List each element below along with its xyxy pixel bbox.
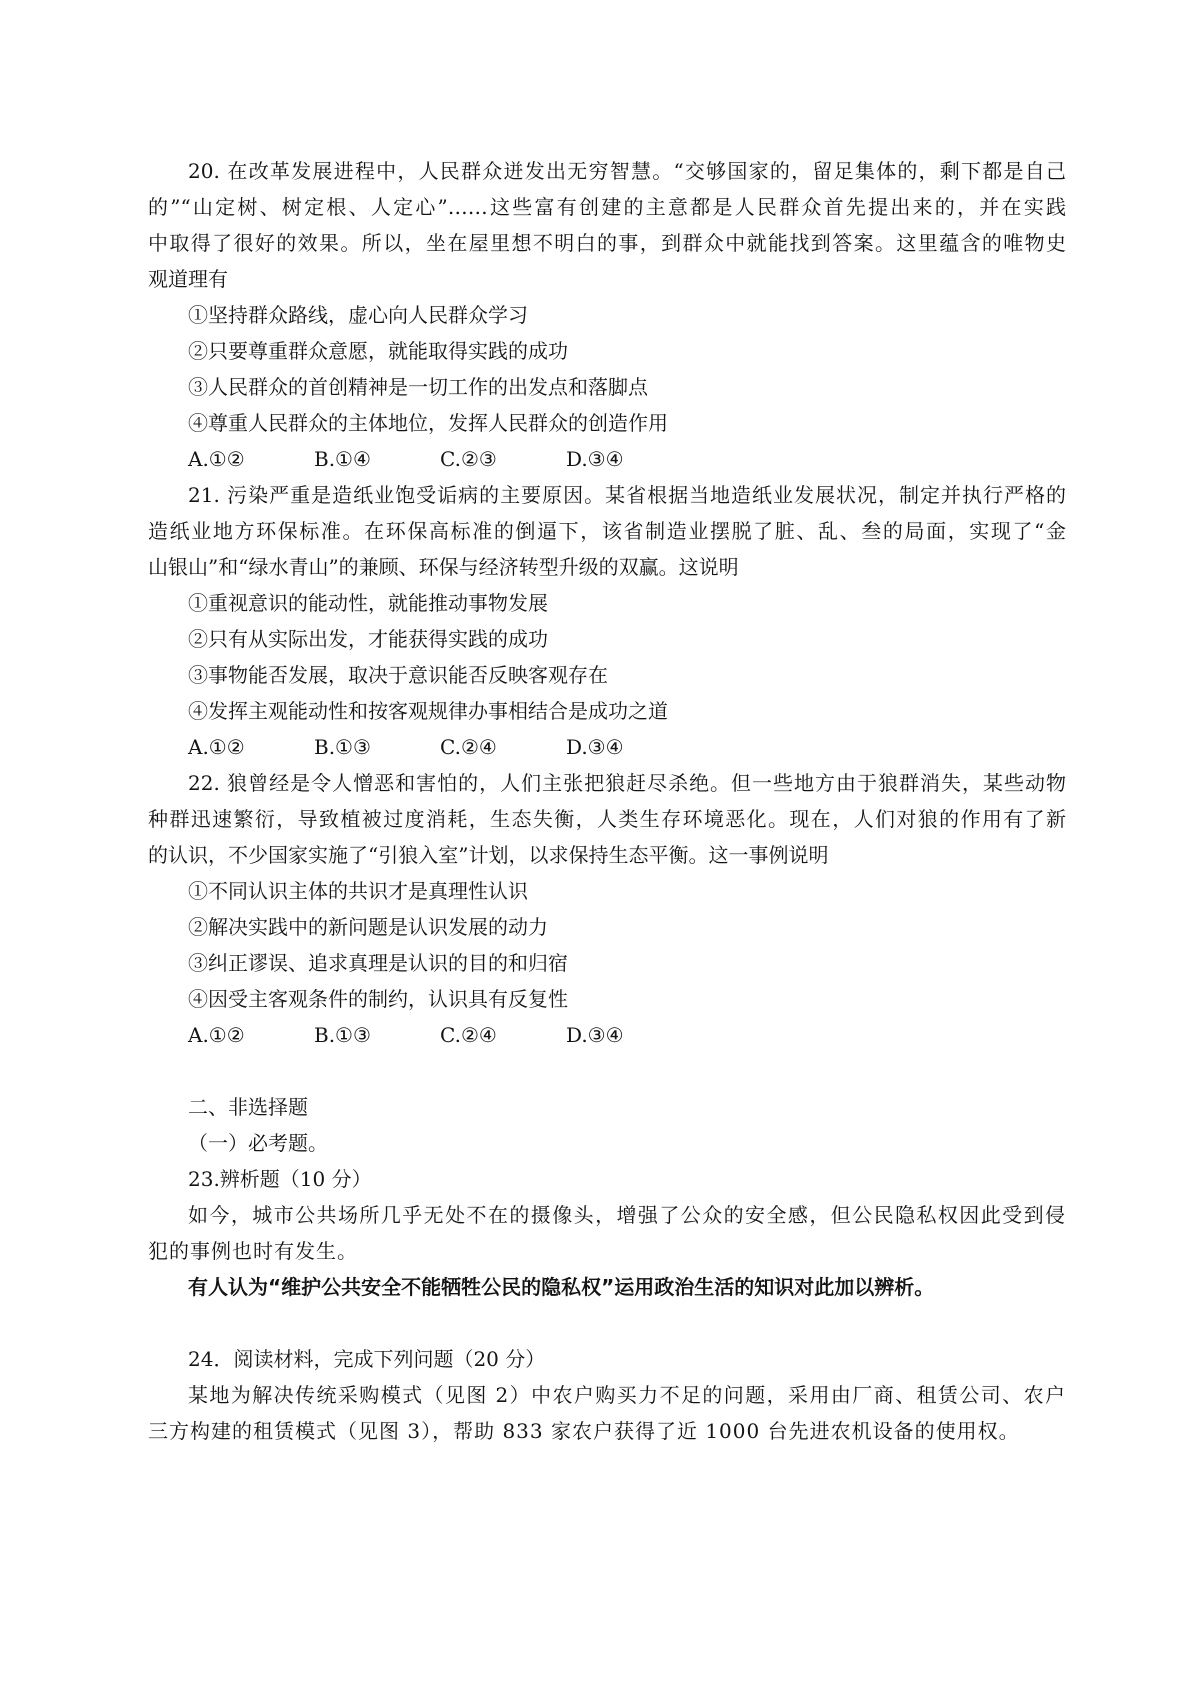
question-20-item-2: ②只要尊重群众意愿，就能取得实践的成功 <box>188 339 568 363</box>
question-20-stem-line-3: 中取得了很好的效果。所以，坐在屋里想不明白的事，到群众中就能找到答案。这里蕴含的唯物史 <box>148 231 1066 255</box>
question-22-stem-line-3: 的认识，不少国家实施了“引狼入室”计划，以求保持生态平衡。这一事例说明 <box>148 843 829 867</box>
question-24-material-line-1: 某地为解决传统采购模式（见图 2）中农户购买力不足的问题，采用由厂商、租赁公司、农户 <box>188 1383 1066 1407</box>
question-23-material-line-1: 如今，城市公共场所几乎无处不在的摄像头，增强了公众的安全感，但公民隐私权因此受到侵 <box>188 1203 1066 1227</box>
question-21 <box>148 477 1066 765</box>
question-20-options <box>148 441 1066 477</box>
option-d: D.③④ <box>566 735 624 759</box>
question-21-stem-line-3: 山银山”和“绿水青山”的兼顾、环保与经济转型升级的双赢。这说明 <box>148 555 739 579</box>
question-20-item-1: ①坚持群众路线，虚心向人民群众学习 <box>188 303 528 327</box>
option-c: C.②③ <box>440 447 497 471</box>
option-a: A.①② <box>188 1023 245 1047</box>
question-22-options <box>148 1017 1066 1053</box>
question-22 <box>148 765 1066 1053</box>
question-22-stem-line-1: 22. 狼曾经是令人憎恶和害怕的，人们主张把狼赶尽杀绝。但一些地方由于狼群消失，某些动物 <box>188 771 1066 795</box>
option-b: B.①④ <box>314 447 371 471</box>
question-24-material-line-2: 三方构建的租赁模式（见图 3），帮助 833 家农户获得了近 1000 台先进农机设备的使用权。 <box>148 1419 1020 1443</box>
question-20 <box>148 153 1066 477</box>
question-23-material-line-2: 犯的事例也时有发生。 <box>148 1239 358 1263</box>
section-subtitle: （一）必考题。 <box>188 1131 328 1155</box>
question-22-item-1: ①不同认识主体的共识才是真理性认识 <box>188 879 528 903</box>
question-22-item-2: ②解决实践中的新问题是认识发展的动力 <box>188 915 548 939</box>
option-d: D.③④ <box>566 1023 624 1047</box>
question-20-item-4: ④尊重人民群众的主体地位，发挥人民群众的创造作用 <box>188 411 668 435</box>
page-content <box>148 153 1066 1449</box>
question-21-stem-line-1: 21. 污染严重是造纸业饱受诟病的主要原因。某省根据当地造纸业发展状况，制定并执行严格的 <box>188 483 1066 507</box>
question-21-item-2: ②只有从实际出发，才能获得实践的成功 <box>188 627 548 651</box>
question-20-stem-line-4: 观道理有 <box>148 267 228 291</box>
question-22-stem-line-2: 种群迅速繁衍，导致植被过度消耗，生态失衡，人类生存环境恶化。现在，人们对狼的作用有了新 <box>148 807 1066 831</box>
question-22-item-4: ④因受主客观条件的制约，认识具有反复性 <box>188 987 568 1011</box>
question-21-stem-line-2: 造纸业地方环保标准。在环保高标准的倒逼下，该省制造业摆脱了脏、乱、叁的局面，实现了“金 <box>148 519 1066 543</box>
question-24-heading: 24．阅读材料，完成下列问题（20 分） <box>188 1347 546 1371</box>
section-title: 二、非选择题 <box>188 1095 308 1119</box>
question-23-heading: 23.辨析题（10 分） <box>188 1167 372 1191</box>
question-21-item-3: ③事物能否发展，取决于意识能否反映客观存在 <box>188 663 608 687</box>
option-d: D.③④ <box>566 447 624 471</box>
option-a: A.①② <box>188 735 245 759</box>
question-22-item-3: ③纠正谬误、追求真理是认识的目的和归宿 <box>188 951 568 975</box>
question-20-item-3: ③人民群众的首创精神是一切工作的出发点和落脚点 <box>188 375 648 399</box>
question-23-task: 有人认为“维护公共安全不能牺牲公民的隐私权”运用政治生活的知识对此加以辨析。 <box>188 1275 935 1299</box>
spacer <box>148 1053 1066 1089</box>
question-21-options <box>148 729 1066 765</box>
question-23 <box>148 1161 1066 1305</box>
option-a: A.①② <box>188 447 245 471</box>
question-21-item-1: ①重视意识的能动性，就能推动事物发展 <box>188 591 548 615</box>
section-non-choice <box>148 1089 1066 1161</box>
question-21-item-4: ④发挥主观能动性和按客观规律办事相结合是成功之道 <box>188 699 668 723</box>
question-20-stem-line-1: 20. 在改革发展进程中，人民群众迸发出无穷智慧。“交够国家的，留足集体的，剩下都是自己 <box>188 159 1066 183</box>
spacer <box>148 1305 1066 1341</box>
question-24 <box>148 1341 1066 1449</box>
option-c: C.②④ <box>440 1023 497 1047</box>
option-b: B.①③ <box>314 1023 371 1047</box>
option-b: B.①③ <box>314 735 371 759</box>
option-c: C.②④ <box>440 735 497 759</box>
question-20-stem-line-2: 的”“山定树、树定根、人定心”……这些富有创建的主意都是人民群众首先提出来的，并在实践 <box>148 195 1066 219</box>
